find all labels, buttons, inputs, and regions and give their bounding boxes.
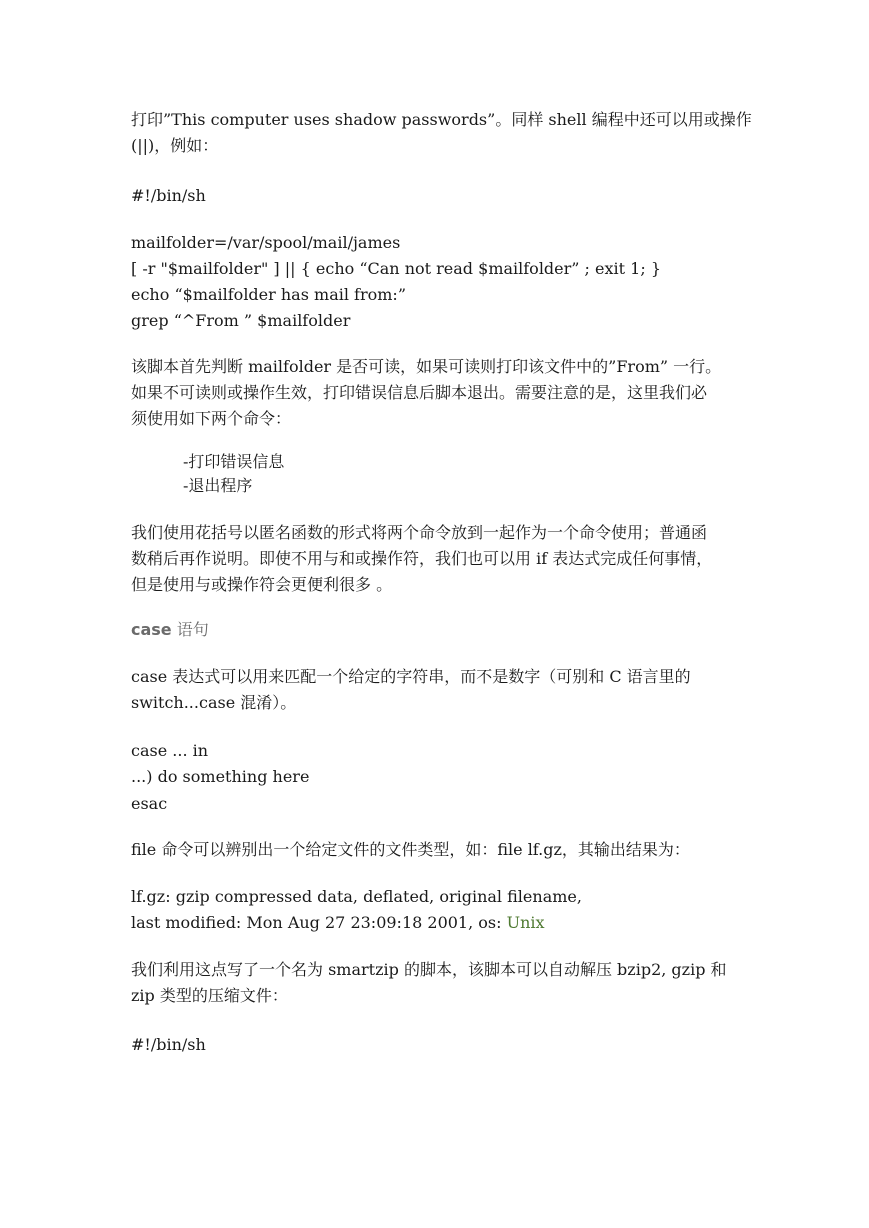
paragraph-line: 但是使用与或操作符会更便利很多 。 xyxy=(131,575,393,594)
paragraph-line: 数稍后再作说明。即使不用与和或操作符，我们也可以用 if 表达式完成任何事情， xyxy=(131,549,713,568)
code-line: esac xyxy=(131,794,168,813)
paragraph-line: (||)，例如： xyxy=(131,136,219,155)
paragraph-line: 我们使用花括号以匿名函数的形式将两个命令放到一起作为一个命令使用；普通函 xyxy=(131,523,708,542)
code-line: [ -r "$mailfolder" ] || { echo “Can not read $mailfolder” ; exit 1; } xyxy=(131,259,661,278)
output-line: lf.gz: gzip compressed data, deflated, original filename, xyxy=(131,887,582,906)
code-line: ...) do something here xyxy=(131,767,310,786)
paragraph-line: 如果不可读则或操作生效，打印错误信息后脚本退出。需要注意的是，这里我们必 xyxy=(131,383,708,402)
paragraph-line: case 表达式可以用来匹配一个给定的字符串，而不是数字（可别和 C 语言里的 xyxy=(131,667,691,686)
heading-keyword: case xyxy=(131,620,172,639)
section-heading xyxy=(131,620,209,640)
code-line: #!/bin/sh xyxy=(131,186,206,205)
paragraph-line: file 命令可以辨别出一个给定文件的文件类型，如：file lf.gz，其输出结果为： xyxy=(131,840,690,859)
paragraph-line: zip 类型的压缩文件： xyxy=(131,986,288,1005)
code-line: mailfolder=/var/spool/mail/james xyxy=(131,233,401,252)
paragraph-line: 须使用如下两个命令： xyxy=(131,409,292,428)
unix-link[interactable]: Unix xyxy=(506,913,545,932)
paragraph-line: 我们利用这点写了一个名为 smartzip 的脚本，该脚本可以自动解压 bzip2, gzip 和 xyxy=(131,960,727,979)
paragraph-line: 该脚本首先判断 mailfolder 是否可读，如果可读则打印该文件中的”From” 一行。 xyxy=(131,357,722,376)
code-line: grep “^From ” $mailfolder xyxy=(131,311,351,330)
paragraph-line: 打印”This computer uses shadow passwords”。同样 shell 编程中还可以用或操作 xyxy=(131,110,752,129)
output-text: last modified: Mon Aug 27 23:09:18 2001, os: xyxy=(131,913,507,932)
code-line: #!/bin/sh xyxy=(131,1035,206,1054)
list-item: -退出程序 xyxy=(183,476,253,495)
code-line: echo “$mailfolder has mail from:” xyxy=(131,285,406,304)
heading-text: 语句 xyxy=(171,620,209,639)
paragraph-line: switch...case 混淆）。 xyxy=(131,693,297,712)
code-line: case ... in xyxy=(131,741,209,760)
list-item: -打印错误信息 xyxy=(183,452,285,471)
output-line xyxy=(131,913,545,933)
